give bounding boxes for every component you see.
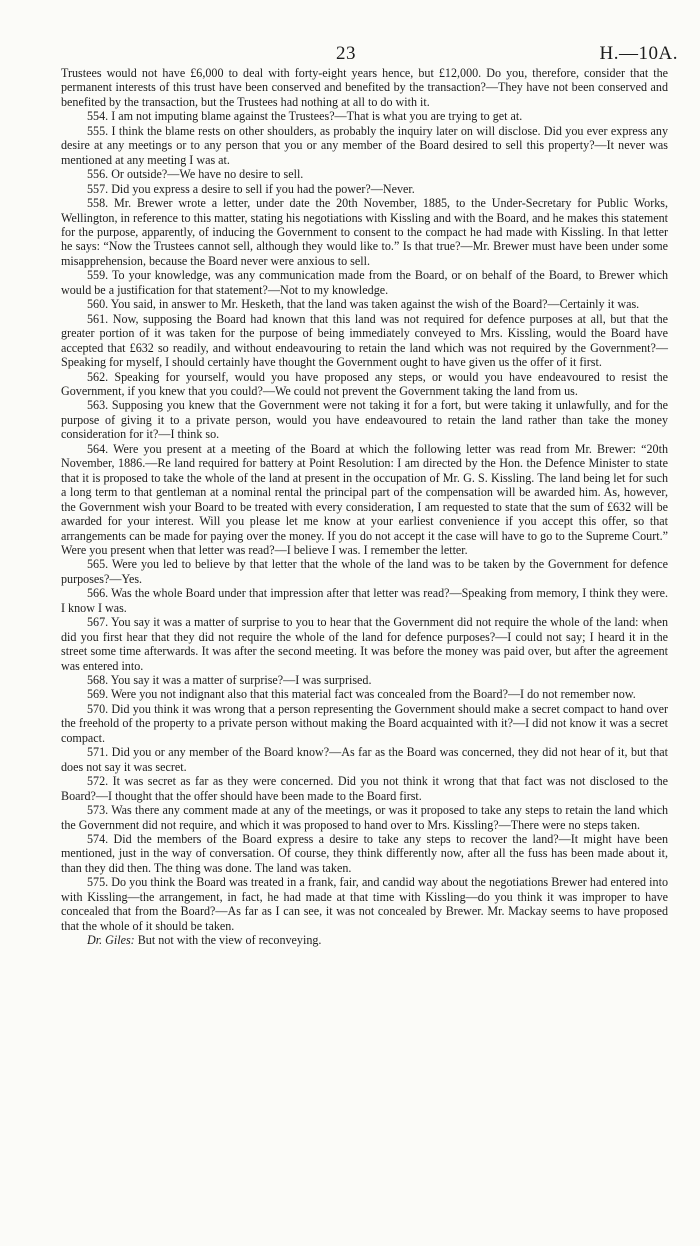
paragraph: 574. Did the members of the Board express a desire to take any steps to recover the land?—It might have been mentioned, just in the way of conversation. Of course, they think differently now, after all the fuss has been made about it, than they did then. The thing was done. The land was taken. xyxy=(61,832,668,875)
paragraph: 554. I am not imputing blame against the Trustees?—That is what you are trying to get at. xyxy=(87,109,523,124)
paragraph: 573. Was there any comment made at any of the meetings, or was it proposed to take any steps to retain the land which the Government did not require, and which it was proposed to hand over to Mrs. Kissling?—There were no steps taken. xyxy=(61,803,668,832)
paragraph: 558. Mr. Brewer wrote a letter, under date the 20th November, 1885, to the Under-Secretary for Public Works, Wellington, in reference to this matter, stating his negotiations with Kissling and with the Board, and he makes this statement for the purpose, apparently, of inducing the Government to consent to the compact he had made with Kissling. In that letter he says: “Now the Trustees cannot sell, although they would like to.” Is that true?—Mr. Brewer must have been under some misapprehension, because the Board never were anxious to sell. xyxy=(61,196,668,268)
paragraph: 555. I think the blame rests on other shoulders, as probably the inquiry later on will disclose. Did you ever express any desire at any meetings or to any person that you or any member of the Board desired to sell this property?—It never was mentioned at any meeting I was at. xyxy=(61,123,668,167)
body-text xyxy=(61,66,668,948)
paragraph: 569. Were you not indignant also that this material fact was concealed from the Board?—I do not remember now. xyxy=(87,687,636,702)
paragraph: 564. Were you present at a meeting of the Board at which the following letter was read from Mr. Brewer: “20th November, 1886.—Re land required for battery at Point Resolution: I am directed by the Hon. the Defence Minister to state that it is proposed to take the whole of the land at present in the occupation of Mr. G. S. Kissling. The land being let for such a long term to that gentleman at a nominal rental the principal part of the compensation will be awarded him. As, however, the Government wish your Board to be treated with every consideration, I am requested to state that the sum of £632 will be awarded for your interest. Will you please let me know at your earliest convenience if you accept this offer, so that arrangements can be made for paying over the money. If you do not accept it the case will have to go to the Supreme Court.” Were you present when that letter was read?—I believe I was. I remember the letter. xyxy=(61,441,668,557)
paragraph: 570. Did you think it was wrong that a person representing the Government should make a secret compact to hand over the freehold of the property to a private person without making the Board acquainted with it?—I did not know it was a secret compact. xyxy=(61,701,668,745)
closing-remark-text: But not with the view of reconveying. xyxy=(134,933,322,948)
paragraph: 572. It was secret as far as they were concerned. Did you not think it wrong that that fact was not disclosed to the Board?—I thought that the offer should have been made to the Board first. xyxy=(61,774,668,803)
paragraph: 557. Did you express a desire to sell if you had the power?—Never. xyxy=(87,181,415,196)
paragraph: 563. Supposing you knew that the Government were not taking it for a fort, but were taking it unlawfully, and for the purpose of giving it to a private person, would you have endeavoured to retain the land rather than take the money consideration for it?—I think so. xyxy=(61,398,668,442)
paragraph: 566. Was the whole Board under that impression after that letter was read?—Speaking from memory, I think they were. I know I was. xyxy=(61,586,668,615)
page-number: 23 xyxy=(336,43,356,64)
paragraph: 556. Or outside?—We have no desire to sell. xyxy=(87,167,304,182)
closing-remark xyxy=(61,933,668,947)
document-reference: H.—10A. xyxy=(599,43,678,64)
paragraph: 561. Now, supposing the Board had known that this land was not required for defence purposes at all, but that the greater portion of it was taken for the purpose of being immediately conveyed to Mrs. Kissling, would the Board have accepted that £632 so readily, and without endeavouring to retain the land which was not required by the Government?—Speaking for myself, I should certainly have thought the Government ought to have given us the offer of it first. xyxy=(61,311,668,370)
paragraph: 571. Did you or any member of the Board know?—As far as the Board was concerned, they did not hear of it, but that does not say it was secret. xyxy=(61,745,668,774)
speaker-name: Dr. Giles: xyxy=(87,933,135,948)
paragraph: Trustees would not have £6,000 to deal with forty-eight years hence, but £12,000. Do you, therefore, consider that the permanent interests of this trust have been conserved and benefited by the transaction?—They have not been conserved and benefited by the transaction, but the Trustees had nothing at all to do with it. xyxy=(61,66,668,109)
paragraph: 565. Were you led to believe by that letter that the whole of the land was to be taken by the Government for defence purposes?—Yes. xyxy=(61,557,668,586)
paragraph: 567. You say it was a matter of surprise to you to hear that the Government did not require the whole of the land: when did you first hear that they did not require the whole of the land for defence purposes?—I could not say; I heard it in the street some time afterwards. It was after the second meeting. It was before the money was paid over, but after the agreement was entered into. xyxy=(61,615,668,673)
paragraph: 568. You say it was a matter of surprise?—I was surprised. xyxy=(87,673,372,688)
paragraph: 559. To your knowledge, was any communication made from the Board, or on behalf of the Board, to Brewer which would be a justification for that statement?—Not to my knowledge. xyxy=(61,268,668,297)
paragraph: 575. Do you think the Board was treated in a frank, fair, and candid way about the negotiations Brewer had entered into with Kissling—the arrangement, in fact, he had made at that time with Kissling—do you think it was improper to have concealed that from the Board?—As far as I can see, it was not concealed by Brewer. Mr. Mackay seems to have proposed that the whole of it should be taken. xyxy=(61,875,668,933)
paragraph: 560. You said, in answer to Mr. Hesketh, that the land was taken against the wish of the Board?—Certainly it was. xyxy=(87,297,640,312)
paragraph: 562. Speaking for yourself, would you have proposed any steps, or would you have endeavoured to resist the Government, if you knew that you could?—We could not prevent the Government taking the land from us. xyxy=(61,369,668,398)
